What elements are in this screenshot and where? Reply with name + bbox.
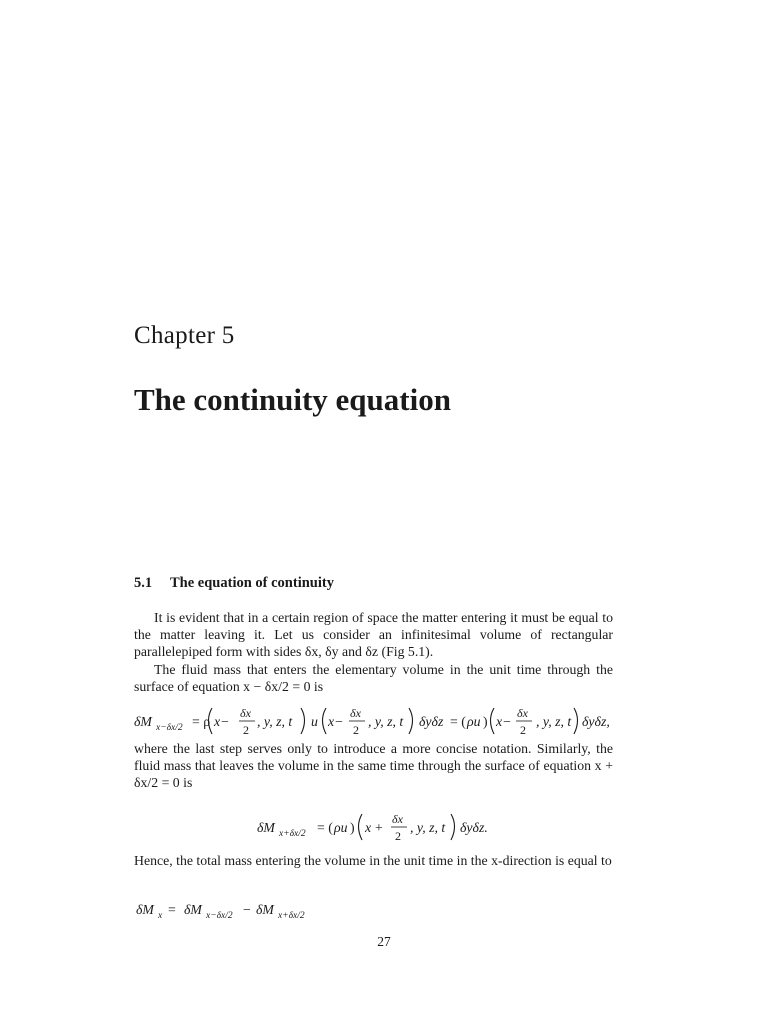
svg-text:2: 2 [395,829,401,843]
svg-text:δM: δM [134,714,152,729]
svg-text:δx: δx [392,812,403,826]
section-title: The equation of continuity [170,575,334,591]
svg-text:x+δx/2: x+δx/2 [278,911,305,921]
svg-text:2: 2 [520,723,526,737]
svg-text:δM: δM [257,820,275,835]
svg-text:x−δx/2: x−δx/2 [156,723,183,733]
svg-text:x−: x− [328,714,344,729]
svg-text:δyδz,: δyδz, [582,714,610,729]
svg-text:, y, z, t: , y, z, t [410,820,446,835]
chapter-title: The continuity equation [134,382,451,417]
svg-text:x−: x− [496,714,512,729]
svg-text:x−: x− [214,714,230,729]
svg-text:δyδz: δyδz [419,714,444,729]
svg-text:u: u [311,714,318,729]
paragraph-1: It is evident that in a certain region of space the matter entering it must be equal to the matter leaving it. Let us consider an infinitesimal volume of rectangular parallelepiped form with sides δx, δy and δz (Fig 5.1). [134,610,613,659]
svg-text:δM: δM [256,902,274,917]
svg-text:2: 2 [353,723,359,737]
paragraph-2: The fluid mass that enters the elementary volume in the unit time through the surface of equation x − δx/2 = 0 is [134,662,613,694]
svg-text:): ) [350,820,355,835]
svg-text:= (: = ( [317,820,333,835]
svg-text:δyδz.: δyδz. [460,820,488,835]
svg-text:+: + [375,820,383,835]
svg-text:, y, z, t: , y, z, t [536,714,572,729]
svg-text:x+δx/2: x+δx/2 [279,829,306,839]
svg-text:δM: δM [136,902,154,917]
svg-text:= (: = ( [450,714,466,729]
svg-text:−: − [243,902,251,917]
svg-text:2: 2 [243,723,249,737]
svg-text:): ) [483,714,488,729]
section-number: 5.1 [134,575,153,591]
page-number: 27 [377,934,391,949]
paragraph-3: where the last step serves only to introduce a more concise notation. Similarly, the fluid mass that leaves the volume in the same time through the surface of equation x + δx/2 = 0 is [134,741,613,790]
equation-2 [0,806,768,846]
svg-text:δx: δx [517,706,528,720]
svg-text:ρu: ρu [334,820,348,835]
chapter-label: Chapter 5 [134,322,235,349]
svg-text:ρu: ρu [467,714,481,729]
svg-text:=: = [168,902,176,917]
svg-text:, y, z, t: , y, z, t [368,714,404,729]
svg-text:x: x [365,820,372,835]
paragraph-4: Hence, the total mass entering the volume in the unit time in the x-direction is equal to [134,853,612,868]
svg-text:x: x [158,911,163,921]
svg-text:δx: δx [240,706,251,720]
equation-1 [0,700,768,740]
svg-text:δx: δx [350,706,361,720]
svg-text:= ρ: = ρ [192,714,211,729]
equation-3 [0,896,768,924]
svg-text:x−δx/2: x−δx/2 [206,911,233,921]
svg-text:δM: δM [184,902,202,917]
svg-text:, y, z, t: , y, z, t [257,714,293,729]
section-heading [134,575,334,592]
